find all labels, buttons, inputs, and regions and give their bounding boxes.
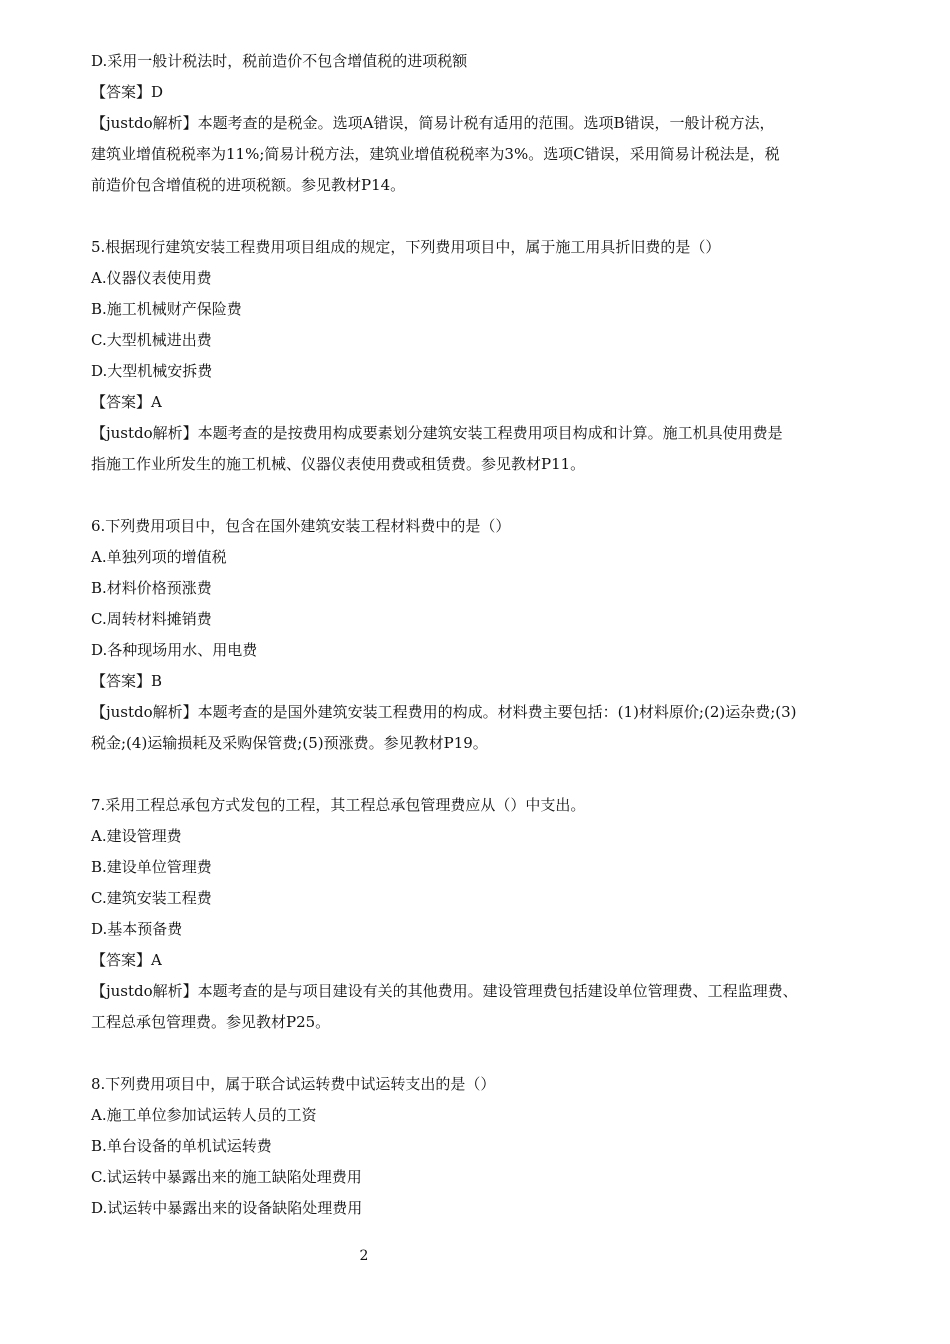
text-line: 【答案】A	[91, 393, 162, 411]
text-line: D.基本预备费	[91, 920, 183, 938]
paragraph-gap	[91, 759, 871, 790]
text-line: D.采用一般计税法时，税前造价不包含增值税的进项税额	[91, 52, 468, 70]
text-line: 6.下列费用项目中，包含在国外建筑安装工程材料费中的是（）	[91, 517, 511, 535]
page-number: 2	[359, 1248, 369, 1264]
text-line: 【justdo解析】本题考查的是按费用构成要素划分建筑安装工程费用项目构成和计算。施工机具使用费是	[91, 424, 783, 442]
text-line: A.单独列项的增值税	[91, 548, 227, 566]
text-line: 8.下列费用项目中，属于联合试运转费中试运转支出的是（）	[91, 1075, 496, 1093]
text-line: D.各种现场用水、用电费	[91, 641, 258, 659]
text-line: 5.根据现行建筑安装工程费用项目组成的规定，下列费用项目中，属于施工用具折旧费的是（）	[91, 238, 721, 256]
text-line: D.大型机械安拆费	[91, 362, 213, 380]
text-line: 建筑业增值税税率为11%;简易计税方法，建筑业增值税税率为3%。选项C错误，采用简易计税法是，税	[91, 145, 780, 163]
text-line: C.试运转中暴露出来的施工缺陷处理费用	[91, 1168, 362, 1186]
text-line: A.仪器仪表使用费	[91, 269, 212, 287]
text-line: 前造价包含增值税的进项税额。参见教材P14。	[91, 176, 406, 194]
text-line: C.周转材料摊销费	[91, 610, 212, 628]
text-line: 【答案】D	[91, 83, 164, 101]
text-line: 【答案】B	[91, 672, 163, 690]
document-body	[91, 46, 871, 1224]
text-line: 指施工作业所发生的施工机械、仪器仪表使用费或租赁费。参见教材P11。	[91, 455, 586, 473]
text-line: 【答案】A	[91, 951, 162, 969]
paragraph-gap	[91, 480, 871, 511]
text-line: 7.采用工程总承包方式发包的工程，其工程总承包管理费应从（）中支出。	[91, 796, 586, 814]
text-line: 【justdo解析】本题考查的是与项目建设有关的其他费用。建设管理费包括建设单位管理费、工程监理费、	[91, 982, 798, 1000]
text-line: 【justdo解析】本题考查的是税金。选项A错误，简易计税有适用的范围。选项B错误，一般计税方法，	[91, 114, 775, 132]
text-line: B.建设单位管理费	[91, 858, 212, 876]
text-line: 【justdo解析】本题考查的是国外建筑安装工程费用的构成。材料费主要包括：(1)材料原价;(2)运杂费;(3)	[91, 703, 797, 721]
text-line: B.施工机械财产保险费	[91, 300, 242, 318]
text-line: B.材料价格预涨费	[91, 579, 212, 597]
paragraph-gap	[91, 201, 871, 232]
text-line: B.单台设备的单机试运转费	[91, 1137, 272, 1155]
text-line: A.建设管理费	[91, 827, 182, 845]
text-line: C.大型机械进出费	[91, 331, 212, 349]
paragraph-gap	[91, 1038, 871, 1069]
text-line: 税金;(4)运输损耗及采购保管费;(5)预涨费。参见教材P19。	[91, 734, 488, 752]
text-line: D.试运转中暴露出来的设备缺陷处理费用	[91, 1199, 363, 1217]
text-line: 工程总承包管理费。参见教材P25。	[91, 1013, 331, 1031]
text-line: A.施工单位参加试运转人员的工资	[91, 1106, 317, 1124]
text-line: C.建筑安装工程费	[91, 889, 212, 907]
